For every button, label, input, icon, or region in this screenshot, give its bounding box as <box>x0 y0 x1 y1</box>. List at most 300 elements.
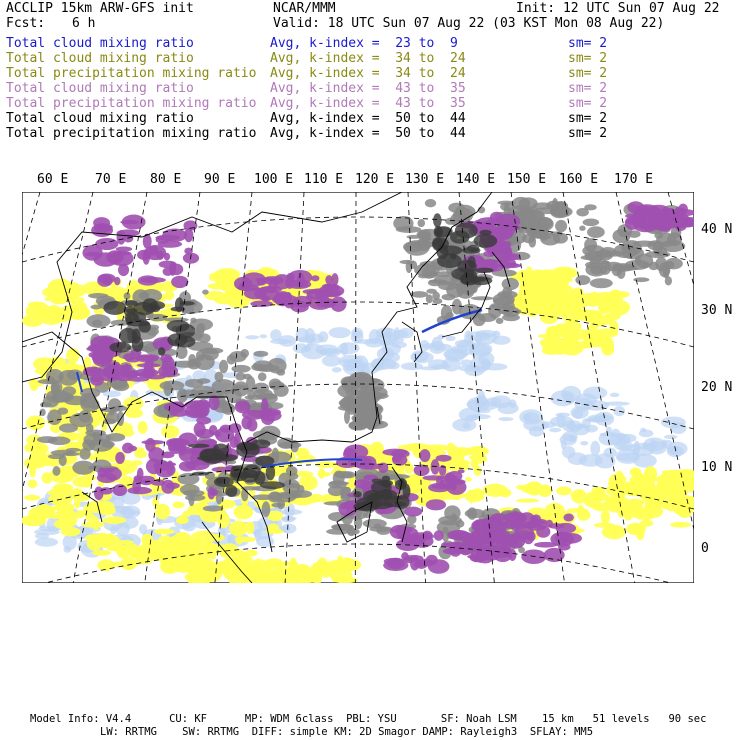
dense-cloud-core <box>378 480 393 486</box>
dense-cloud-core <box>237 446 259 450</box>
legend-k-index: Avg, k-index = 43 to 35 <box>270 96 466 111</box>
upper-cloud-shading <box>231 365 250 373</box>
mid-cloud-shading <box>85 513 95 521</box>
low-cloud-shading <box>315 344 338 355</box>
precipitation-shading <box>555 523 576 534</box>
precipitation-shading <box>144 361 152 373</box>
upper-cloud-shading <box>183 490 204 497</box>
mid-cloud-shading <box>92 550 111 556</box>
mid-cloud-shading <box>538 484 552 497</box>
mid-cloud-shading <box>215 296 233 304</box>
upper-cloud-shading <box>649 262 659 270</box>
low-cloud-shading <box>583 387 607 400</box>
mid-cloud-shading <box>563 321 581 333</box>
dense-cloud-core <box>435 230 441 236</box>
precipitation-shading <box>531 514 541 523</box>
mid-cloud-shading <box>678 505 690 515</box>
precipitation-shading <box>103 275 113 285</box>
upper-cloud-shading <box>552 198 558 214</box>
longitude-label: 100 E <box>254 172 294 187</box>
upper-cloud-shading <box>215 372 224 382</box>
precipitation-shading <box>392 454 407 465</box>
low-cloud-shading <box>551 390 576 406</box>
legend-field-name: Total precipitation mixing ratio <box>6 96 257 111</box>
upper-cloud-shading <box>197 323 206 333</box>
upper-cloud-shading <box>590 278 613 288</box>
mid-cloud-shading <box>317 558 328 574</box>
precipitation-shading <box>652 222 673 230</box>
mid-cloud-shading <box>644 466 657 482</box>
mid-cloud-shading <box>267 523 279 533</box>
low-cloud-shading <box>633 454 657 468</box>
upper-cloud-shading <box>493 297 514 306</box>
mid-cloud-shading <box>219 280 231 284</box>
mid-cloud-shading <box>115 542 124 552</box>
low-cloud-shading <box>298 336 316 343</box>
low-cloud-shading <box>322 355 341 367</box>
mid-cloud-shading <box>215 562 226 568</box>
precipitation-shading <box>508 549 516 561</box>
low-cloud-shading <box>444 348 465 361</box>
legend-k-index: Avg, k-index = 50 to 44 <box>270 126 466 141</box>
precipitation-shading <box>303 289 321 294</box>
upper-cloud-shading <box>66 448 81 452</box>
precipitation-shading <box>122 443 133 454</box>
precipitation-shading <box>322 288 331 296</box>
upper-cloud-shading <box>271 503 283 508</box>
longitude-label: 60 E <box>37 172 69 187</box>
mid-cloud-shading <box>590 299 614 304</box>
mid-cloud-shading <box>72 476 92 487</box>
dense-cloud-core <box>260 481 285 489</box>
dense-cloud-core <box>109 342 131 353</box>
mid-cloud-shading <box>51 486 74 498</box>
upper-cloud-shading <box>86 424 94 433</box>
dense-cloud-core <box>127 321 149 326</box>
upper-cloud-shading <box>67 369 83 380</box>
mid-cloud-shading <box>230 562 246 571</box>
upper-cloud-shading <box>243 374 252 380</box>
precipitation-shading <box>426 499 446 510</box>
legend-smoothing: sm= 2 <box>568 81 608 96</box>
mid-cloud-shading <box>594 523 615 528</box>
upper-cloud-shading <box>498 305 511 314</box>
upper-cloud-shading <box>203 505 223 511</box>
precipitation-shading <box>293 283 309 287</box>
longitude-label: 170 E <box>614 172 654 187</box>
low-cloud-shading <box>344 365 353 372</box>
precipitation-shading <box>495 246 508 255</box>
precipitation-shading <box>401 535 426 546</box>
precipitation-shading <box>116 247 133 252</box>
upper-cloud-shading <box>396 226 422 233</box>
upper-cloud-shading <box>63 452 80 456</box>
low-cloud-shading <box>389 337 404 343</box>
upper-cloud-shading <box>369 526 393 532</box>
upper-cloud-shading <box>262 501 271 517</box>
low-cloud-shading <box>569 421 576 432</box>
low-cloud-shading <box>259 334 267 338</box>
precipitation-shading <box>137 250 151 260</box>
mid-cloud-shading <box>570 334 576 350</box>
mid-cloud-shading <box>577 509 591 520</box>
legend-smoothing: sm= 2 <box>568 96 608 111</box>
low-cloud-shading <box>664 435 677 439</box>
upper-cloud-shading <box>53 466 61 476</box>
precipitation-shading <box>306 295 313 300</box>
mid-cloud-shading <box>465 477 472 481</box>
precipitation-shading <box>169 409 189 417</box>
model-title: ACCLIP 15km ARW-GFS init <box>6 1 194 16</box>
dense-cloud-core <box>462 247 480 254</box>
mid-cloud-shading <box>236 535 242 544</box>
mid-cloud-shading <box>130 560 152 565</box>
upper-cloud-shading <box>268 492 283 503</box>
mid-cloud-shading <box>409 481 428 493</box>
mid-cloud-shading <box>466 447 486 452</box>
legend-k-index: Avg, k-index = 50 to 44 <box>270 111 466 126</box>
mid-cloud-shading <box>274 561 289 567</box>
mid-cloud-shading <box>525 267 533 283</box>
precipitation-shading <box>672 214 689 228</box>
mid-cloud-shading <box>610 527 620 537</box>
longitude-label: 70 E <box>95 172 127 187</box>
upper-cloud-shading <box>555 220 567 232</box>
mid-cloud-shading <box>336 557 356 570</box>
upper-cloud-shading <box>48 454 64 459</box>
dense-cloud-core <box>433 213 442 227</box>
precipitation-shading <box>184 248 193 255</box>
low-cloud-shading <box>580 441 588 445</box>
mid-cloud-shading <box>165 291 174 301</box>
mid-cloud-shading <box>332 577 358 583</box>
precipitation-shading <box>255 278 278 282</box>
mid-cloud-shading <box>594 489 606 497</box>
precipitation-shading <box>625 218 651 226</box>
precipitation-shading <box>469 533 479 541</box>
precipitation-shading <box>164 253 170 261</box>
precipitation-shading <box>261 296 270 301</box>
precipitation-shading <box>344 444 368 459</box>
upper-cloud-shading <box>62 386 76 396</box>
mid-cloud-shading <box>251 563 264 576</box>
mid-cloud-shading <box>641 507 655 516</box>
upper-cloud-shading <box>417 219 425 227</box>
mid-cloud-shading <box>315 571 322 576</box>
upper-cloud-shading <box>278 442 301 449</box>
mid-cloud-shading <box>171 543 183 557</box>
mid-cloud-shading <box>122 543 139 552</box>
low-cloud-shading <box>549 428 561 432</box>
mid-cloud-shading <box>134 450 147 458</box>
mid-cloud-shading <box>102 516 126 523</box>
upper-cloud-shading <box>422 266 436 279</box>
low-cloud-shading <box>318 331 328 342</box>
low-cloud-shading <box>35 533 49 539</box>
dense-cloud-core <box>188 444 210 448</box>
upper-cloud-shading <box>219 360 228 374</box>
upper-cloud-shading <box>43 396 59 408</box>
mid-cloud-shading <box>125 408 144 418</box>
upper-cloud-shading <box>599 247 616 258</box>
mid-cloud-shading <box>56 287 69 298</box>
mid-cloud-shading <box>66 348 80 363</box>
precipitation-shading <box>194 422 206 437</box>
precipitation-shading <box>170 264 183 275</box>
upper-cloud-shading <box>660 240 685 252</box>
dense-cloud-core <box>240 469 259 483</box>
legend-smoothing: sm= 2 <box>568 36 608 51</box>
latitude-label: 20 N <box>701 380 733 395</box>
mid-cloud-shading <box>24 495 40 501</box>
mid-cloud-shading <box>39 309 64 325</box>
upper-cloud-shading <box>138 292 149 300</box>
upper-cloud-shading <box>86 314 110 328</box>
low-cloud-shading <box>460 359 472 366</box>
precipitation-shading <box>113 251 132 255</box>
upper-cloud-shading <box>344 410 350 424</box>
upper-cloud-shading <box>587 226 605 238</box>
precipitation-shading <box>132 478 141 494</box>
precipitation-shading <box>428 559 450 574</box>
legend-smoothing: sm= 2 <box>568 111 608 126</box>
low-cloud-shading <box>561 439 567 449</box>
mid-cloud-shading <box>590 330 604 344</box>
mid-cloud-shading <box>176 517 189 524</box>
mid-cloud-shading <box>516 499 540 503</box>
dense-cloud-core <box>103 301 126 315</box>
low-cloud-shading <box>610 393 620 397</box>
precipitation-shading <box>107 363 118 379</box>
dense-cloud-core <box>124 306 136 316</box>
low-cloud-shading <box>529 426 544 437</box>
dense-cloud-core <box>468 256 476 268</box>
precipitation-shading <box>214 431 221 437</box>
low-cloud-shading <box>388 362 399 370</box>
low-cloud-shading <box>475 395 488 407</box>
precipitation-shading <box>179 446 194 461</box>
legend-field-name: Total cloud mixing ratio <box>6 51 194 66</box>
upper-cloud-shading <box>406 235 421 239</box>
mid-cloud-shading <box>606 499 630 512</box>
upper-cloud-shading <box>553 233 568 244</box>
low-cloud-shading <box>139 524 147 534</box>
mid-cloud-shading <box>229 521 248 536</box>
dense-cloud-core <box>353 491 361 497</box>
low-cloud-shading <box>614 441 633 451</box>
precipitation-shading <box>140 277 166 283</box>
legend-field-name: Total cloud mixing ratio <box>6 111 194 126</box>
precipitation-shading <box>286 273 294 281</box>
mid-cloud-shading <box>670 522 691 528</box>
mid-cloud-shading <box>173 501 185 508</box>
mid-cloud-shading <box>474 465 482 475</box>
low-cloud-shading <box>338 342 360 354</box>
upper-cloud-shading <box>88 438 113 451</box>
mid-cloud-shading <box>36 505 57 512</box>
forecast-hour: 6 h <box>72 16 96 31</box>
upper-cloud-shading <box>575 275 590 285</box>
dense-cloud-core <box>437 253 462 268</box>
upper-cloud-shading <box>232 385 246 390</box>
upper-cloud-shading <box>471 296 494 300</box>
low-cloud-shading <box>563 393 572 399</box>
low-cloud-shading <box>590 441 600 457</box>
low-cloud-shading <box>465 415 480 421</box>
upper-cloud-shading <box>51 381 63 394</box>
low-cloud-shading <box>341 359 359 364</box>
mid-cloud-shading <box>655 488 664 499</box>
dense-cloud-core <box>383 501 407 507</box>
organization: NCAR/MMM <box>273 1 336 16</box>
upper-cloud-shading <box>442 294 456 301</box>
precipitation-shading <box>534 542 557 548</box>
upper-cloud-shading <box>47 409 61 425</box>
upper-cloud-shading <box>579 226 585 231</box>
dense-cloud-core <box>373 492 393 500</box>
precipitation-shading <box>155 235 180 241</box>
low-cloud-shading <box>475 409 491 413</box>
precipitation-shading <box>122 215 146 230</box>
low-cloud-shading <box>410 351 433 363</box>
precipitation-shading <box>511 511 519 526</box>
legend-k-index: Avg, k-index = 23 to 9 <box>270 36 458 51</box>
mid-cloud-shading <box>161 425 179 438</box>
precipitation-shading <box>115 452 125 464</box>
precipitation-shading <box>560 533 582 544</box>
upper-cloud-shading <box>328 480 347 488</box>
precipitation-shading <box>138 371 152 378</box>
precipitation-shading <box>184 400 210 409</box>
upper-cloud-shading <box>663 265 670 279</box>
precipitation-shading <box>123 353 135 361</box>
low-cloud-shading <box>568 452 588 465</box>
mid-cloud-shading <box>209 273 216 281</box>
longitude-label: 120 E <box>355 172 395 187</box>
legend-k-index: Avg, k-index = 43 to 35 <box>270 81 466 96</box>
upper-cloud-shading <box>425 199 436 207</box>
mid-cloud-shading <box>464 490 484 502</box>
upper-cloud-shading <box>583 219 600 227</box>
low-cloud-shading <box>332 367 342 373</box>
legend-smoothing: sm= 2 <box>568 66 608 81</box>
mid-cloud-shading <box>471 454 487 464</box>
dense-cloud-core <box>216 477 225 484</box>
mid-cloud-shading <box>255 574 281 581</box>
latitude-label: 40 N <box>701 222 733 237</box>
precipitation-shading <box>467 554 492 560</box>
mid-cloud-shading <box>627 480 648 494</box>
upper-cloud-shading <box>109 410 115 416</box>
mid-cloud-shading <box>524 285 547 292</box>
low-cloud-shading <box>401 362 423 370</box>
upper-cloud-shading <box>163 381 171 396</box>
mid-cloud-shading <box>550 345 570 355</box>
low-cloud-shading <box>278 335 296 347</box>
longitude-label: 150 E <box>507 172 547 187</box>
low-cloud-shading <box>386 353 400 362</box>
legend-field-name: Total cloud mixing ratio <box>6 81 194 96</box>
precipitation-shading <box>563 514 574 522</box>
precipitation-shading <box>441 475 458 480</box>
precipitation-shading <box>646 210 667 217</box>
mid-cloud-shading <box>601 510 610 523</box>
mid-cloud-shading <box>583 316 598 322</box>
mid-cloud-shading <box>483 484 507 497</box>
mid-cloud-shading <box>211 534 225 541</box>
mid-cloud-shading <box>154 529 175 535</box>
low-cloud-shading <box>491 395 511 408</box>
mid-cloud-shading <box>668 494 684 504</box>
upper-cloud-shading <box>148 314 167 321</box>
upper-cloud-shading <box>196 350 205 360</box>
mid-cloud-shading <box>155 504 170 520</box>
upper-cloud-shading <box>270 381 284 389</box>
low-cloud-shading <box>35 537 58 546</box>
upper-cloud-shading <box>604 262 623 272</box>
low-cloud-shading <box>583 400 609 410</box>
mid-cloud-shading <box>542 294 561 304</box>
mid-cloud-shading <box>97 559 115 571</box>
mid-cloud-shading <box>318 468 325 478</box>
mid-cloud-shading <box>304 498 317 503</box>
legend-field-name: Total cloud mixing ratio <box>6 36 194 51</box>
mid-cloud-shading <box>234 505 253 520</box>
mid-cloud-shading <box>59 510 71 525</box>
upper-cloud-shading <box>621 240 642 255</box>
mid-cloud-shading <box>218 512 230 528</box>
precipitation-shading <box>536 526 550 538</box>
precipitation-shading <box>88 344 107 353</box>
upper-cloud-shading <box>341 471 355 478</box>
precipitation-shading <box>410 556 420 570</box>
upper-cloud-shading <box>173 361 198 368</box>
mid-cloud-shading <box>525 300 535 311</box>
precipitation-shading <box>118 264 129 276</box>
upper-cloud-shading <box>258 372 267 381</box>
longitude-label: 90 E <box>204 172 236 187</box>
forecast-map <box>22 192 694 583</box>
legend-field-name: Total precipitation mixing ratio <box>6 126 257 141</box>
longitude-label: 140 E <box>456 172 496 187</box>
dense-cloud-core <box>474 234 498 248</box>
mid-cloud-shading <box>571 489 587 504</box>
upper-cloud-shading <box>496 318 504 324</box>
precipitation-shading <box>521 549 546 564</box>
mid-cloud-shading <box>180 549 202 553</box>
upper-cloud-shading <box>452 299 462 315</box>
precipitation-shading <box>171 276 188 288</box>
precipitation-shading <box>91 377 102 382</box>
precipitation-shading <box>114 277 120 286</box>
precipitation-shading <box>208 487 216 500</box>
precipitation-shading <box>261 411 275 425</box>
low-cloud-shading <box>670 422 686 434</box>
precipitation-shading <box>338 502 357 517</box>
precipitation-shading <box>311 275 319 281</box>
mid-cloud-shading <box>331 568 338 572</box>
latitude-label: 10 N <box>701 460 733 475</box>
precipitation-shading <box>446 479 466 494</box>
mid-cloud-shading <box>188 556 206 567</box>
legend-smoothing: sm= 2 <box>568 126 608 141</box>
upper-cloud-shading <box>576 208 589 216</box>
low-cloud-shading <box>498 417 513 421</box>
model-info-line1: Model Info: V4.4 CU: KF MP: WDM 6class PBL: YSU SF: Noah LSM 15 km 51 levels 90 sec <box>30 713 707 725</box>
precipitation-shading <box>419 449 430 462</box>
mid-cloud-shading <box>232 549 246 561</box>
longitude-label: 80 E <box>150 172 182 187</box>
